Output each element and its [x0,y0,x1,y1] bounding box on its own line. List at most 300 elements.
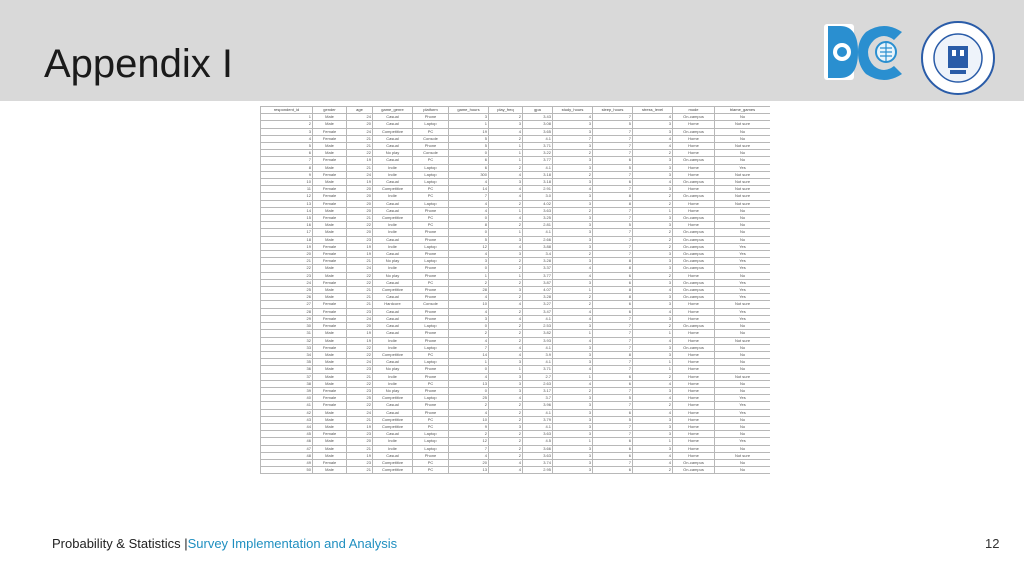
table-cell: 3 [553,128,593,135]
table-cell: 7 [449,344,489,351]
table-cell: Yes [715,402,771,409]
table-cell: 4 [553,315,593,322]
table-cell: 2.63 [523,380,553,387]
table-cell: Home [673,373,715,380]
table-row [261,431,771,438]
table-cell: 3 [553,431,593,438]
table-cell: Home [673,438,715,445]
table-cell: 20 [261,251,313,258]
table-cell: PC [413,423,449,430]
table-cell: Male [313,467,347,474]
table-cell: 0 [449,215,489,222]
table-cell: 17 [261,229,313,236]
table-cell: 3 [489,387,523,394]
table-cell: Yes [715,243,771,250]
table-cell: 3 [553,402,593,409]
table-cell: 3.28 [523,258,553,265]
table-cell: 4 [489,186,523,193]
table-cell: On-campus [673,344,715,351]
table-cell: Indie [373,243,413,250]
table-cell: 5 [593,121,633,128]
table-cell: 3.63 [523,452,553,459]
table-cell: Home [673,135,715,142]
table-cell: Female [313,243,347,250]
table-cell: No [715,222,771,229]
table-cell: On-campus [673,265,715,272]
table-cell: 4.1 [523,315,553,322]
table-cell: 32 [261,337,313,344]
table-cell: Not sure [715,200,771,207]
table-cell: 6 [261,150,313,157]
table-cell: 21 [347,301,373,308]
table-cell: 2 [489,135,523,142]
table-cell: Casual [373,121,413,128]
table-cell: Casual [373,330,413,337]
table-cell: 20 [347,121,373,128]
table-cell: 7 [593,143,633,150]
table-cell: 34 [261,351,313,358]
table-cell: Indie [373,373,413,380]
table-cell: Phone [413,114,449,121]
table-cell: 3.17 [523,387,553,394]
table-cell: 23 [347,431,373,438]
table-cell: 3.43 [523,114,553,121]
table-cell: 4 [449,207,489,214]
table-cell: 3 [489,236,523,243]
table-cell: Not sure [715,143,771,150]
table-row [261,229,771,236]
table-cell: Indie [373,229,413,236]
table-cell: 31 [261,330,313,337]
table-cell: 27 [261,301,313,308]
table-cell: 1 [261,114,313,121]
table-cell: 3.47 [523,308,553,315]
table-cell: Yes [715,164,771,171]
table-cell: On-campus [673,258,715,265]
table-cell: Female [313,387,347,394]
table-cell: Laptop [413,121,449,128]
table-cell: Not sure [715,171,771,178]
table-cell: 4 [489,171,523,178]
footer-course-title [52,536,397,551]
table-cell: Phone [413,229,449,236]
table-cell: 7 [593,186,633,193]
table-cell: 5 [449,135,489,142]
table-cell: Yes [715,315,771,322]
table-row [261,265,771,272]
table-cell: 3 [633,265,673,272]
column-header: sleep_hours [593,107,633,114]
table-cell: 3 [489,359,523,366]
table-cell: 6 [593,179,633,186]
table-cell: 2 [489,200,523,207]
table-cell: Casual [373,294,413,301]
table-cell: 4 [449,373,489,380]
table-cell: 3 [633,387,673,394]
column-header: game_hours [449,107,489,114]
table-cell: 1 [633,359,673,366]
table-row [261,251,771,258]
table-cell: Phone [413,287,449,294]
logos [822,18,1000,98]
table-cell: Yes [715,279,771,286]
table-cell: Male [313,452,347,459]
table-cell: 4 [633,287,673,294]
table-cell: 2 [449,431,489,438]
table-cell: 19 [347,452,373,459]
table-cell: 4 [633,409,673,416]
table-row [261,380,771,387]
table-cell: 21 [347,135,373,142]
table-cell: 2 [489,438,523,445]
table-cell: Female [313,215,347,222]
table-cell: No [715,423,771,430]
table-cell: Female [313,193,347,200]
table-cell: 20 [347,200,373,207]
table-cell: 3 [633,431,673,438]
table-cell: 0 [449,150,489,157]
table-cell: 4.02 [523,200,553,207]
table-cell: 2 [489,445,523,452]
table-cell: Laptop [413,344,449,351]
table-cell: 3 [633,128,673,135]
column-header: gpa [523,107,553,114]
table-cell: 7 [593,323,633,330]
table-cell: 3 [553,179,593,186]
table-cell: Not sure [715,452,771,459]
table-cell: 3 [633,416,673,423]
column-header: platform [413,107,449,114]
dc-logo [824,24,902,80]
table-row [261,236,771,243]
table-cell: 5 [449,236,489,243]
table-cell: 7 [593,171,633,178]
table-cell: 2.53 [523,323,553,330]
table-cell: 3.79 [523,416,553,423]
column-header: study_hours [553,107,593,114]
table-cell: 3.87 [523,279,553,286]
table-cell: Female [313,402,347,409]
table-cell: Female [313,186,347,193]
table-cell: Console [413,150,449,157]
table-cell: 1 [489,366,523,373]
table-cell: Yes [715,395,771,402]
table-cell: 4.1 [523,409,553,416]
table-cell: 20 [449,459,489,466]
table-cell: 3 [553,452,593,459]
table-cell: Female [313,344,347,351]
table-cell: 6 [593,467,633,474]
table-cell: 24 [347,128,373,135]
table-cell: 3.63 [523,431,553,438]
table-cell: Console [413,301,449,308]
table-cell: Male [313,287,347,294]
table-cell: No [715,359,771,366]
table-cell: 7 [449,445,489,452]
table-cell: 3 [633,157,673,164]
table-cell: 4.1 [523,359,553,366]
table-cell: Male [313,330,347,337]
table-row [261,459,771,466]
table-cell: 3 [633,279,673,286]
table-cell: 2 [449,330,489,337]
table-cell: 8 [449,222,489,229]
table-cell: 2 [449,402,489,409]
table-cell: 4 [633,143,673,150]
table-cell: PC [413,380,449,387]
table-cell: 3 [633,301,673,308]
table-cell: 7 [593,215,633,222]
page-number: 12 [985,536,1000,551]
table-cell: Male [313,445,347,452]
table-cell: 2 [489,402,523,409]
table-cell: 10 [449,416,489,423]
table-cell: Competitive [373,395,413,402]
table-cell: 38 [261,380,313,387]
table-cell: 3.27 [523,301,553,308]
table-cell: Casual [373,409,413,416]
table-cell: Casual [373,251,413,258]
table-row [261,215,771,222]
table-cell: 22 [347,272,373,279]
table-cell: PC [413,459,449,466]
table-cell: 8 [593,287,633,294]
table-cell: Male [313,222,347,229]
table-cell: Home [673,200,715,207]
table-cell: Male [313,265,347,272]
table-cell: Not sure [715,337,771,344]
table-cell: 45 [261,431,313,438]
table-cell: 19 [261,243,313,250]
table-cell: 3 [633,351,673,358]
table-cell: 50 [261,467,313,474]
table-cell: Home [673,416,715,423]
table-cell: 3 [553,222,593,229]
table-cell: Indie [373,337,413,344]
table-cell: 21 [261,258,313,265]
column-header: play_freq [489,107,523,114]
table-cell: 3 [553,200,593,207]
table-cell: 4 [489,344,523,351]
table-cell: 3 [633,445,673,452]
table-cell: Laptop [413,359,449,366]
table-cell: Yes [715,294,771,301]
table-cell: 3.0 [523,193,553,200]
table-cell: On-campus [673,467,715,474]
table-cell: 3.96 [523,402,553,409]
table-cell: 6 [593,452,633,459]
table-cell: 5 [261,143,313,150]
table-cell: 3.65 [523,128,553,135]
table-cell: 25 [261,287,313,294]
table-cell: 4.1 [523,229,553,236]
table-cell: 6 [449,157,489,164]
table-cell: 3.22 [523,150,553,157]
table-cell: 4 [633,452,673,459]
table-cell: No play [373,272,413,279]
table-cell: Indie [373,193,413,200]
table-row [261,395,771,402]
table-cell: 19 [347,330,373,337]
table-row [261,366,771,373]
table-cell: 3.28 [523,294,553,301]
table-cell: 3 [633,121,673,128]
table-cell: 46 [261,438,313,445]
table-cell: 15 [261,215,313,222]
table-cell: 3 [633,164,673,171]
table-row [261,164,771,171]
table-body [261,114,771,474]
table-cell: 3 [633,171,673,178]
table-cell: 3.25 [523,215,553,222]
table-row [261,387,771,394]
table-cell: Male [313,207,347,214]
table-cell: 3.7 [523,395,553,402]
table-cell: Competitive [373,467,413,474]
table-cell: 23 [261,272,313,279]
table-cell: Yes [715,287,771,294]
table-cell: 35 [261,359,313,366]
table-cell: 2 [633,467,673,474]
table-cell: No [715,330,771,337]
table-cell: 21 [347,467,373,474]
table-cell: PC [413,467,449,474]
table-cell: 4 [489,215,523,222]
table-cell: 7 [593,229,633,236]
table-cell: 2 [489,265,523,272]
table-cell: 21 [347,373,373,380]
table-cell: Female [313,200,347,207]
table-cell: Home [673,143,715,150]
table-cell: Female [313,431,347,438]
table-row [261,143,771,150]
table-cell: 3.71 [523,366,553,373]
table-cell: On-campus [673,157,715,164]
table-cell: Casual [373,207,413,214]
table-cell: 2 [489,279,523,286]
table-cell: On-campus [673,287,715,294]
survey-data-table [260,106,770,474]
table-cell: 24 [347,114,373,121]
table-cell: 19 [347,243,373,250]
table-cell: 8 [593,258,633,265]
table-cell: 6 [593,373,633,380]
table-cell: 20 [347,438,373,445]
table-cell: No [715,236,771,243]
table-cell: 6 [593,308,633,315]
table-cell: 22 [347,380,373,387]
table-cell: Home [673,337,715,344]
table-cell: 4 [489,193,523,200]
table-cell: 3 [553,279,593,286]
table-cell: Home [673,351,715,358]
table-cell: 24 [347,359,373,366]
table-cell: Casual [373,279,413,286]
table-cell: 4 [633,114,673,121]
table-cell: 2 [553,207,593,214]
table-cell: 3 [633,215,673,222]
table-cell: PC [413,279,449,286]
table-cell: 7 [593,207,633,214]
table-cell: Phone [413,315,449,322]
table-cell: 2.91 [523,186,553,193]
table-cell: Male [313,164,347,171]
column-header: stress_level [633,107,673,114]
table-cell: 6 [593,380,633,387]
table-cell: Home [673,452,715,459]
table-cell: 7 [593,431,633,438]
table-cell: 21 [347,416,373,423]
table-cell: 3 [553,236,593,243]
table-row [261,409,771,416]
table-cell: Male [313,409,347,416]
table-cell: No [715,467,771,474]
table-cell: 3 [553,229,593,236]
table-cell: Male [313,351,347,358]
column-header: age [347,107,373,114]
table-cell: 2 [449,279,489,286]
table-cell: Laptop [413,395,449,402]
table-cell: 4 [553,380,593,387]
table-cell: 12 [261,193,313,200]
table-cell: 24 [347,409,373,416]
table-cell: Yes [715,409,771,416]
table-cell: 4.07 [523,287,553,294]
table-cell: 3 [489,251,523,258]
table-cell: 1 [553,330,593,337]
table-row [261,445,771,452]
table-cell: 1 [553,287,593,294]
table-cell: 5 [593,164,633,171]
table-cell: 3.71 [523,143,553,150]
table-cell: 3 [553,351,593,358]
table-cell: No [715,323,771,330]
table-cell: 7 [593,243,633,250]
table-cell: 2 [633,150,673,157]
table-row [261,150,771,157]
table-cell: 2 [489,337,523,344]
table-cell: 20 [347,323,373,330]
table-cell: 13 [449,467,489,474]
table-cell: 28 [261,308,313,315]
table-cell: Home [673,380,715,387]
table-cell: Male [313,366,347,373]
table-cell: 24 [347,265,373,272]
table-cell: Home [673,207,715,214]
table-cell: 8 [593,200,633,207]
column-header: gender [313,107,347,114]
table-cell: Casual [373,315,413,322]
table-cell: Yes [715,308,771,315]
slide-header [0,0,1024,101]
table-cell: No [715,157,771,164]
table-cell: Casual [373,114,413,121]
table-cell: Casual [373,236,413,243]
table-cell: 7 [593,128,633,135]
table-cell: On-campus [673,215,715,222]
table-cell: 6 [593,301,633,308]
table-cell: Casual [373,179,413,186]
table-cell: 22 [347,351,373,358]
table-cell: Laptop [413,164,449,171]
table-cell: 3 [449,258,489,265]
table-cell: Laptop [413,171,449,178]
table-cell: 2 [553,171,593,178]
table-cell: 2 [489,164,523,171]
table-cell: 14 [261,207,313,214]
table-cell: 4.1 [523,135,553,142]
table-cell: Laptop [413,323,449,330]
